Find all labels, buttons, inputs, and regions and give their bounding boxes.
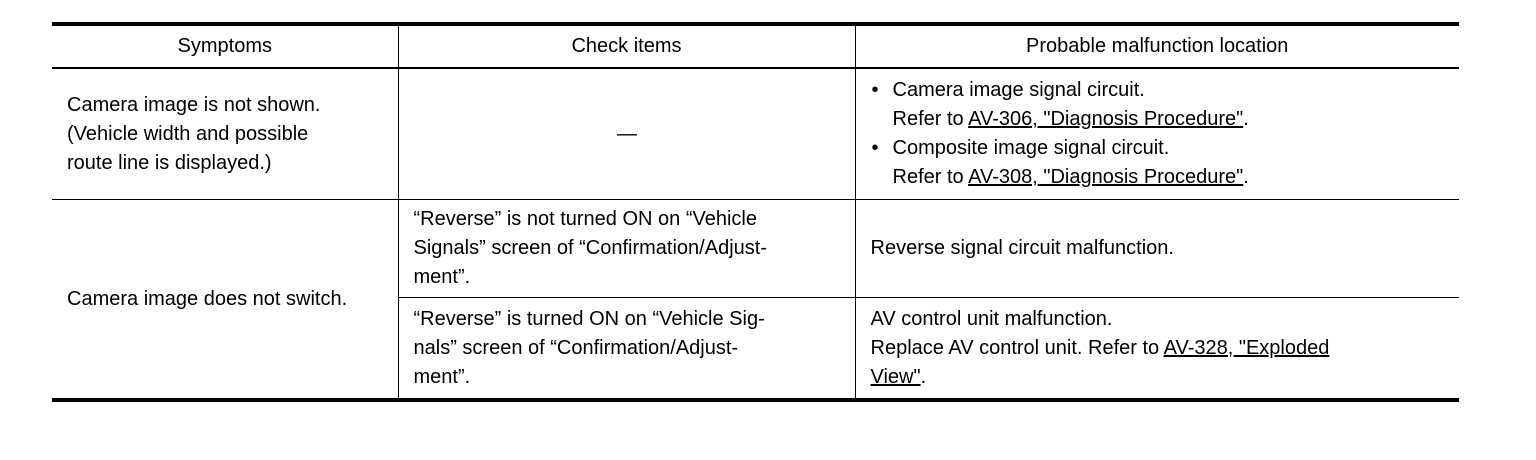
- refer-line: [893, 163, 1446, 192]
- bullet-text: • Camera image signal circuit.: [892, 79, 1145, 101]
- location-cell: [855, 298, 1459, 401]
- location-line: AV control unit malfunction.: [870, 307, 1113, 330]
- header-row: [52, 24, 1459, 68]
- location-bullet: [871, 76, 1446, 134]
- symptom-line: (Vehicle width and possible: [67, 122, 309, 145]
- header-probable-location: Probable malfunction location: [855, 24, 1459, 68]
- location-cell: Reverse signal circuit malfunction.: [855, 200, 1459, 298]
- header-check-items: Check items: [398, 24, 855, 68]
- symptom-line: route line is displayed.): [67, 151, 272, 174]
- refer-suffix: .: [1243, 108, 1249, 130]
- troubleshooting-table: [52, 22, 1459, 402]
- table-row: [52, 200, 1459, 298]
- troubleshooting-table-container: [52, 22, 1459, 402]
- check-line: Signals” screen of “Confirmation/Adjust-: [413, 237, 767, 259]
- header-symptoms: Symptoms: [52, 24, 398, 68]
- check-cell: [398, 200, 855, 298]
- reference-link-continued[interactable]: View": [870, 365, 921, 388]
- check-line: “Reverse” is turned ON on “Vehicle Sig-: [413, 307, 765, 330]
- refer-line: [871, 363, 1446, 392]
- location-bullet: [871, 134, 1446, 192]
- check-line: ment”.: [413, 266, 471, 288]
- refer-prefix: Refer to: [892, 108, 969, 130]
- reference-link[interactable]: AV-308, "Diagnosis Procedure": [968, 166, 1244, 188]
- refer-suffix: .: [920, 365, 927, 388]
- reference-link[interactable]: AV-328, "Exploded: [1163, 336, 1330, 359]
- symptom-line: Camera image is not shown.: [67, 93, 321, 116]
- refer-line: [871, 334, 1446, 363]
- symptom-cell: Camera image does not switch.: [52, 200, 398, 401]
- table-row: [52, 68, 1459, 200]
- check-line: “Reverse” is not turned ON on “Vehicle: [413, 208, 757, 230]
- reference-link[interactable]: AV-306, "Diagnosis Procedure": [968, 108, 1244, 130]
- check-line: ment”.: [413, 365, 471, 388]
- check-line: nals” screen of “Confirmation/Adjust-: [413, 336, 739, 359]
- bullet-text: • Composite image signal circuit.: [892, 137, 1170, 159]
- check-cell: —: [398, 68, 855, 200]
- symptom-cell: [52, 68, 398, 200]
- location-cell: [855, 68, 1459, 200]
- refer-suffix: .: [1243, 166, 1249, 188]
- refer-prefix: Refer to: [892, 166, 969, 188]
- refer-line: [893, 105, 1446, 134]
- check-cell: [398, 298, 855, 401]
- refer-prefix: Replace AV control unit. Refer to: [870, 336, 1164, 359]
